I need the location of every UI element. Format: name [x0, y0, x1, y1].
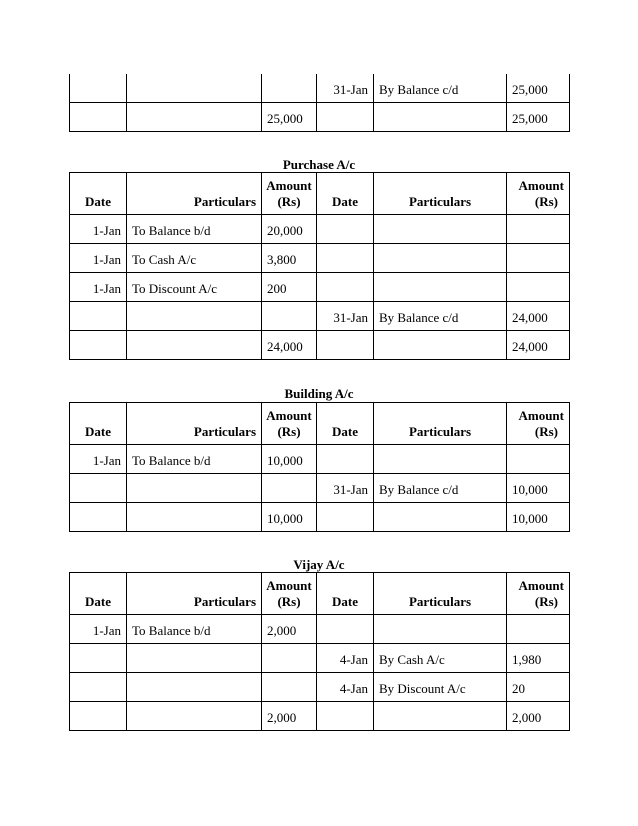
date-cell — [317, 615, 374, 644]
particulars-header: Particulars — [374, 403, 507, 445]
date-header: Date — [70, 403, 127, 445]
table-row — [70, 244, 570, 273]
amount-cell — [262, 474, 317, 503]
date-header: Date — [70, 573, 127, 615]
amount-cell — [507, 215, 570, 244]
empty-cell — [70, 702, 127, 731]
particulars-cell: By Discount A/c — [374, 673, 507, 702]
date-cell — [317, 244, 374, 273]
particulars-cell: To Balance b/d — [127, 445, 262, 474]
amount-cell — [262, 644, 317, 673]
date-cell — [70, 673, 127, 702]
amount-cell: 1,980 — [507, 644, 570, 673]
particulars-cell: By Cash A/c — [374, 644, 507, 673]
date-cell: 1-Jan — [70, 615, 127, 644]
date-header: Date — [70, 173, 127, 215]
empty-cell — [317, 503, 374, 532]
particulars-cell — [127, 673, 262, 702]
total-debit-cell: 25,000 — [262, 103, 317, 132]
amount-cell: 3,800 — [262, 244, 317, 273]
particulars-cell: To Cash A/c — [127, 244, 262, 273]
empty-cell — [374, 702, 507, 731]
date-cell — [70, 103, 127, 132]
purchase-ledger-table — [69, 172, 570, 360]
table-row — [70, 673, 570, 702]
empty-cell — [374, 331, 507, 360]
total-row — [70, 702, 570, 731]
empty-cell — [70, 331, 127, 360]
total-credit-cell: 24,000 — [507, 331, 570, 360]
particulars-cell: To Balance b/d — [127, 215, 262, 244]
date-cell: 31-Jan — [317, 474, 374, 503]
date-cell: 31-Jan — [317, 302, 374, 331]
empty-cell — [127, 702, 262, 731]
particulars-cell — [374, 273, 507, 302]
total-row — [70, 331, 570, 360]
empty-cell — [317, 331, 374, 360]
date-cell — [317, 215, 374, 244]
particulars-header: Particulars — [127, 173, 262, 215]
account-title: Vijay A/c — [293, 557, 345, 572]
amount-cell: 24,000 — [507, 302, 570, 331]
date-cell: 1-Jan — [70, 445, 127, 474]
particulars-header: Particulars — [127, 573, 262, 615]
amount-cell: 10,000 — [507, 474, 570, 503]
total-credit-cell: 25,000 — [507, 103, 570, 132]
particulars-cell: By Balance c/d — [374, 74, 507, 103]
amount-cell: 20 — [507, 673, 570, 702]
particulars-cell — [127, 103, 262, 132]
date-cell: 31-Jan — [317, 74, 374, 103]
table-row — [70, 445, 570, 474]
empty-cell — [127, 503, 262, 532]
particulars-cell — [127, 644, 262, 673]
date-cell: 4-Jan — [317, 644, 374, 673]
particulars-cell: To Balance b/d — [127, 615, 262, 644]
amount-cell — [507, 244, 570, 273]
amount-cell — [262, 302, 317, 331]
date-cell — [70, 644, 127, 673]
date-header: Date — [317, 573, 374, 615]
total-credit-cell: 2,000 — [507, 702, 570, 731]
amount-cell: 10,000 — [262, 445, 317, 474]
particulars-header: Particulars — [374, 573, 507, 615]
date-cell: 1-Jan — [70, 215, 127, 244]
date-cell: 4-Jan — [317, 673, 374, 702]
amount-header: Amount (Rs) — [262, 573, 317, 615]
empty-cell — [317, 702, 374, 731]
total-credit-cell: 10,000 — [507, 503, 570, 532]
amount-cell — [507, 615, 570, 644]
table-row — [70, 302, 570, 331]
empty-cell — [70, 503, 127, 532]
table-row — [70, 615, 570, 644]
empty-cell — [374, 503, 507, 532]
particulars-cell — [127, 474, 262, 503]
particulars-cell — [374, 215, 507, 244]
account-title: Purchase A/c — [282, 157, 356, 172]
date-header: Date — [317, 403, 374, 445]
particulars-cell — [374, 244, 507, 273]
table-row — [70, 474, 570, 503]
particulars-cell: To Discount A/c — [127, 273, 262, 302]
date-cell — [70, 74, 127, 103]
amount-header: Amount (Rs) — [262, 403, 317, 445]
date-cell — [317, 445, 374, 474]
building-ledger-table — [69, 402, 570, 532]
amount-cell — [262, 673, 317, 702]
particulars-cell — [127, 302, 262, 331]
header-row — [70, 173, 570, 215]
particulars-cell — [127, 74, 262, 103]
particulars-cell — [374, 103, 507, 132]
particulars-header: Particulars — [127, 403, 262, 445]
date-cell — [70, 302, 127, 331]
account-title: Building A/c — [284, 386, 354, 401]
total-debit-cell: 10,000 — [262, 503, 317, 532]
vijay-ledger-table — [69, 572, 570, 731]
particulars-cell — [374, 445, 507, 474]
amount-cell: 25,000 — [507, 74, 570, 103]
continued-ledger-table — [69, 74, 570, 132]
total-row — [70, 103, 570, 132]
date-header: Date — [317, 173, 374, 215]
date-cell — [317, 273, 374, 302]
date-cell — [317, 103, 374, 132]
date-cell: 1-Jan — [70, 273, 127, 302]
particulars-cell: By Balance c/d — [374, 302, 507, 331]
total-debit-cell: 2,000 — [262, 702, 317, 731]
amount-header: Amount (Rs) — [507, 573, 570, 615]
header-row — [70, 573, 570, 615]
amount-header: Amount (Rs) — [262, 173, 317, 215]
amount-cell — [262, 74, 317, 103]
amount-cell: 20,000 — [262, 215, 317, 244]
table-row — [70, 74, 570, 103]
amount-cell — [507, 273, 570, 302]
particulars-cell: By Balance c/d — [374, 474, 507, 503]
empty-cell — [127, 331, 262, 360]
amount-header: Amount (Rs) — [507, 173, 570, 215]
table-row — [70, 215, 570, 244]
particulars-header: Particulars — [374, 173, 507, 215]
table-row — [70, 644, 570, 673]
table-row — [70, 273, 570, 302]
amount-header: Amount (Rs) — [507, 403, 570, 445]
particulars-cell — [374, 615, 507, 644]
total-debit-cell: 24,000 — [262, 331, 317, 360]
date-cell — [70, 474, 127, 503]
amount-cell — [507, 445, 570, 474]
amount-cell: 200 — [262, 273, 317, 302]
header-row — [70, 403, 570, 445]
total-row — [70, 503, 570, 532]
date-cell: 1-Jan — [70, 244, 127, 273]
amount-cell: 2,000 — [262, 615, 317, 644]
